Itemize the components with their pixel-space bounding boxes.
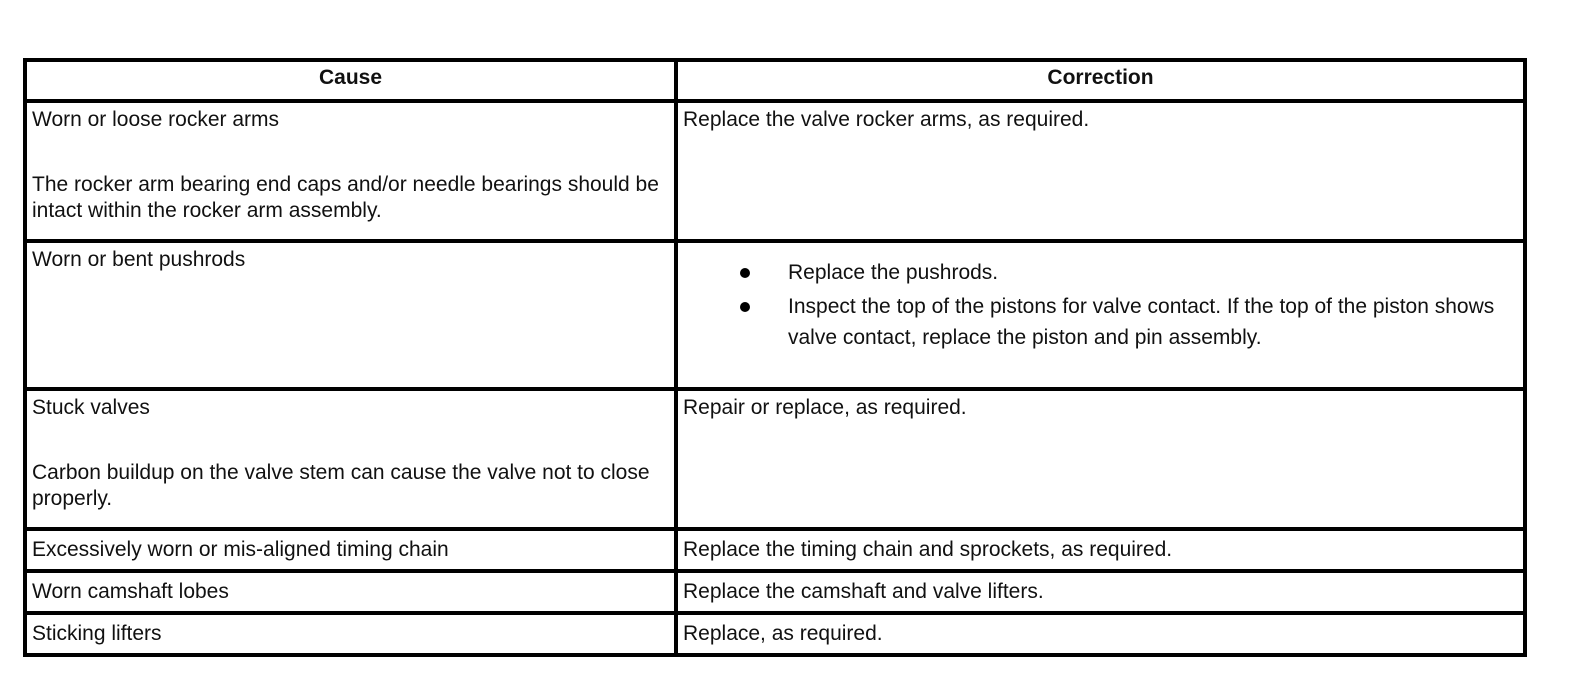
cause-cell: Sticking lifters	[25, 613, 676, 655]
cause-text: Worn or loose rocker arms	[32, 108, 280, 131]
cause-note: Carbon buildup on the valve stem can cause the valve not to close properly.	[32, 461, 650, 510]
correction-cell	[676, 241, 1525, 389]
correction-list-item: Inspect the top of the pistons for valve contact. If the top of the piston shows valve contact, replace the piston and pin assembly.	[788, 291, 1519, 353]
diagnostic-table	[23, 58, 1527, 657]
cause-cell	[25, 241, 676, 389]
header-cause: Cause	[25, 60, 676, 101]
correction-cell	[676, 101, 1525, 241]
cause-text: Stuck valves	[32, 396, 150, 419]
header-row	[25, 60, 1525, 101]
cause-text: Worn or bent pushrods	[32, 248, 246, 271]
table-row	[25, 241, 1525, 389]
correction-cell: Replace, as required.	[676, 613, 1525, 655]
cause-note: The rocker arm bearing end caps and/or needle bearings should be intact within the rocker arm assembly.	[32, 173, 659, 222]
correction-text: Repair or replace, as required.	[683, 396, 967, 419]
cause-cell	[25, 389, 676, 529]
correction-list	[683, 257, 1519, 353]
cause-cell: Excessively worn or mis-aligned timing chain	[25, 529, 676, 571]
table-row	[25, 529, 1525, 571]
table-row	[25, 571, 1525, 613]
correction-cell: Replace the timing chain and sprockets, as required.	[676, 529, 1525, 571]
table-row	[25, 101, 1525, 241]
table-row	[25, 389, 1525, 529]
correction-list-item: Replace the pushrods.	[788, 257, 1519, 288]
correction-cell: Replace the camshaft and valve lifters.	[676, 571, 1525, 613]
table-row	[25, 613, 1525, 655]
correction-text: Replace the valve rocker arms, as required.	[683, 108, 1090, 131]
header-correction: Correction	[676, 60, 1525, 101]
cause-cell: Worn camshaft lobes	[25, 571, 676, 613]
cause-cell	[25, 101, 676, 241]
correction-cell	[676, 389, 1525, 529]
